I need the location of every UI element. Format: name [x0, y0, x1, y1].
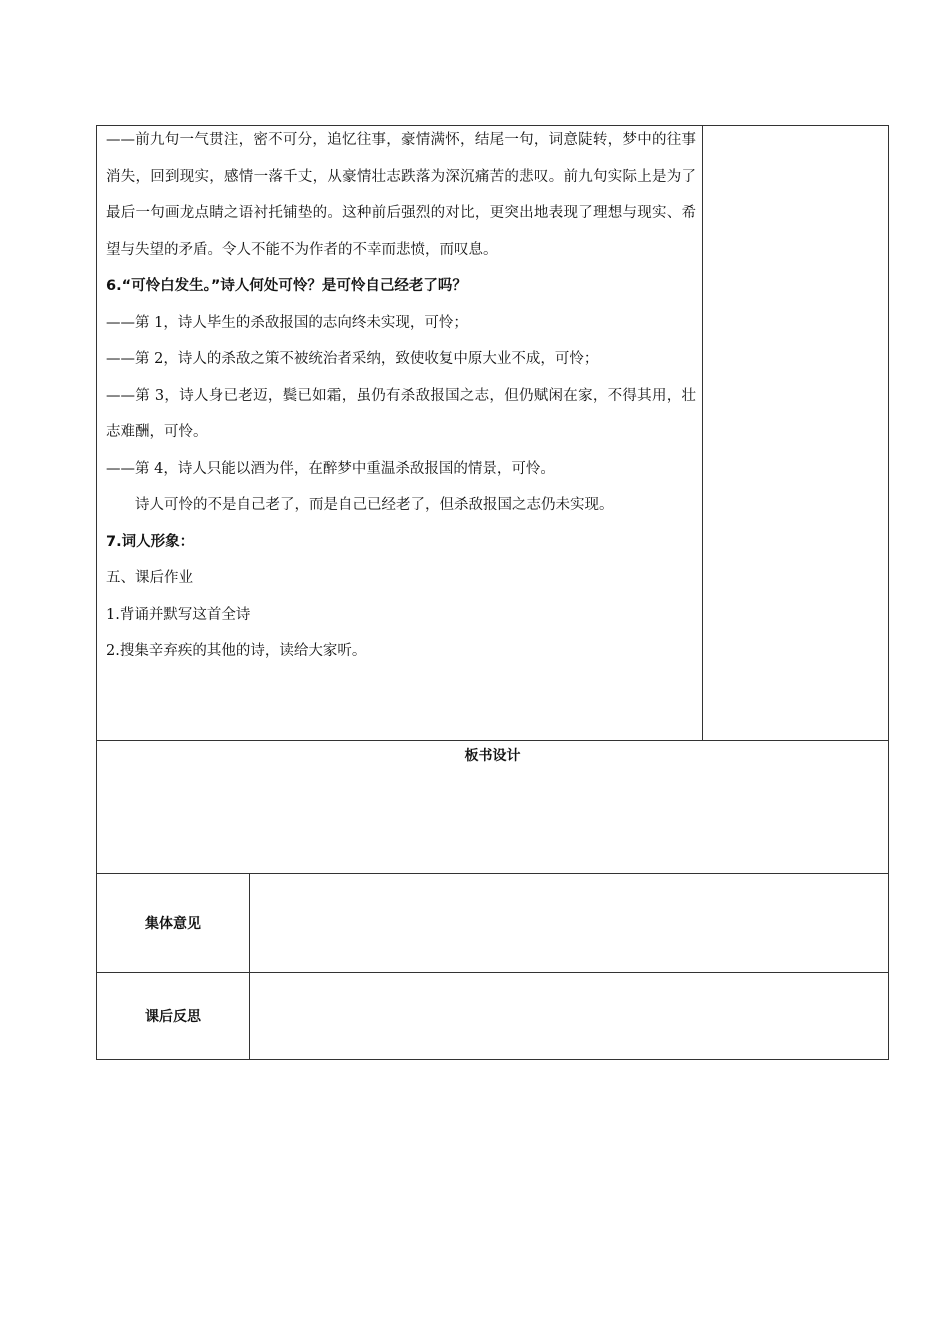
- analysis-paragraph: ——前九句一气贯注，密不可分，追忆往事，豪情满怀，结尾一句，词意陡转，梦中的往事消失，回到现实，感情一落千丈，从豪情壮志跌落为深沉痛苦的悲叹。前九句实际上是为了最后一句画龙点睛之语衬托铺垫的。这种前后强烈的对比，更突出地表现了理想与现实、希望与失望的矛盾。令人不能不为作者的不幸而悲愤，而叹息。: [106, 132, 696, 258]
- question-6-point-4: ——第 4，诗人只能以酒为伴，在醉梦中重温杀敌报国的情景，可怜。: [106, 460, 555, 477]
- question-6-point-2: ——第 2，诗人的杀敌之策不被统治者采纳，致使收复中原大业不成，可怜；: [106, 351, 599, 367]
- teaching-content-row: [97, 126, 888, 741]
- question-6-title: 6.“可怜白发生。”诗人何处可怜？是可怜自己经老了吗？: [106, 278, 467, 294]
- q6-block: [106, 268, 696, 670]
- collective-opinion-row: [97, 874, 888, 973]
- question-6-point-3: ——第 3，诗人身已老迈，鬓已如霜，虽仍有杀敌报国之志，但仍赋闲在家，不得其用，壮志难酬，可怜。: [106, 387, 696, 440]
- teaching-content-cell: [97, 126, 703, 740]
- analysis-paragraph-block: [106, 122, 696, 268]
- board-design-title: 板书设计: [464, 748, 521, 764]
- post-class-reflection-row: [97, 973, 888, 1059]
- collective-opinion-value: [250, 874, 888, 972]
- question-6-point-1: ——第 1，诗人毕生的杀敌报国的志向终未实现，可怜；: [106, 314, 468, 331]
- homework-item-2: 2.搜集辛弃疾的其他的诗，读给大家听。: [106, 643, 367, 659]
- teaching-content-text: [106, 126, 696, 670]
- post-class-reflection-label: 课后反思: [97, 973, 250, 1059]
- section-5-title: 五、课后作业: [106, 570, 193, 586]
- collective-opinion-label: 集体意见: [97, 874, 250, 972]
- post-class-reflection-value: [250, 973, 888, 1059]
- board-design-row: [97, 741, 888, 874]
- question-6-conclusion: 诗人可怜的不是自己老了，而是自己已经老了，但杀敌报国之志仍未实现。: [135, 497, 614, 513]
- homework-item-1: 1.背诵并默写这首全诗: [106, 606, 251, 623]
- lesson-plan-table: [96, 125, 889, 1060]
- question-7-title: 7.词人形象：: [106, 533, 195, 550]
- notes-cell: [703, 126, 888, 740]
